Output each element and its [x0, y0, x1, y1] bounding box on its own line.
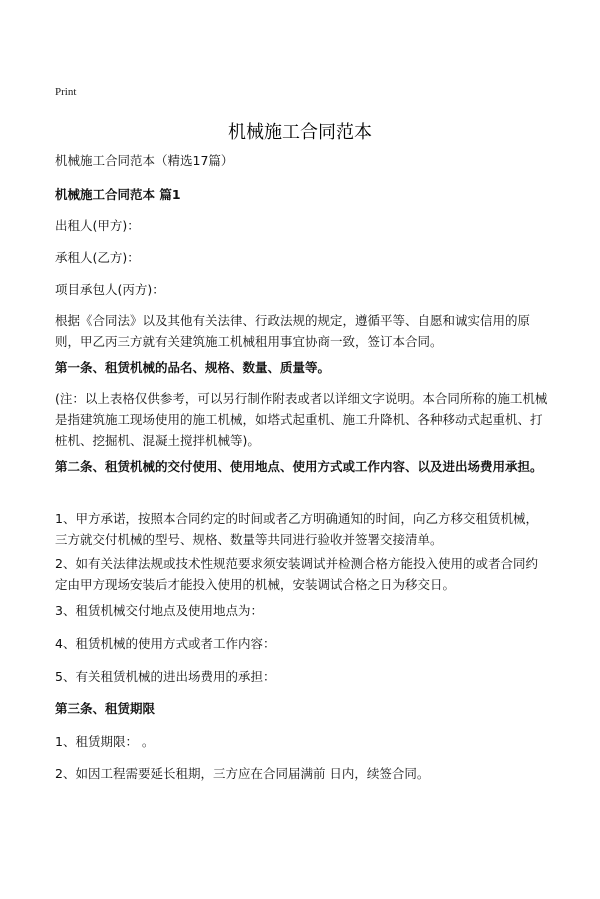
article2-item-4: 4、租赁机械的使用方式或者工作内容：	[55, 636, 276, 651]
intro-paragraph: 根据《合同法》以及其他有关法律、行政法规的规定，遵循平等、自愿和诚实信用的原则，甲乙丙三方就有关建筑施工机械租用事宜协商一致，签订本合同。	[55, 313, 531, 349]
article3-item-2: 2、如因工程需要延长租期，三方应在合同届满前 日内，续签合同。	[55, 766, 430, 781]
article1-note: (注：以上表格仅供参考，可以另行制作附表或者以详细文字说明。本合同所称的施工机械是指建筑施工现场使用的施工机械，如塔式起重机、施工升降机、各种移动式起重机、打桩机、挖掘机、混凝土搅拌机械等)。	[55, 391, 548, 448]
document-subtitle: 机械施工合同范本（精选17篇）	[55, 153, 234, 168]
article2-heading: 第二条、租赁机械的交付使用、使用地点、使用方式或工作内容、以及进出场费用承担。	[55, 459, 543, 474]
article3-heading: 第三条、租赁期限	[55, 701, 156, 716]
party-a-line: 出租人(甲方)：	[55, 218, 140, 233]
article3-item-1: 1、租赁期限： 。	[55, 734, 155, 749]
party-c-line: 项目承包人(丙方)：	[55, 282, 165, 297]
print-label: Print	[55, 86, 77, 98]
party-b-line: 承租人(乙方)：	[55, 250, 140, 265]
article2-item-5: 5、有关租赁机械的进出场费用的承担：	[55, 669, 276, 684]
article2-item-1: 1、甲方承诺，按照本合同约定的时间或者乙方明确通知的时间，向乙方移交租赁机械，三方就交付机械的型号、规格、数量等共同进行验收并签署交接清单。	[55, 511, 538, 547]
document-title: 机械施工合同范本	[228, 122, 372, 143]
article2-item-3: 3、租赁机械交付地点及使用地点为：	[55, 603, 263, 618]
article1-heading: 第一条、租赁机械的品名、规格、数量、质量等。	[55, 360, 331, 375]
article2-item-2: 2、如有关法律法规或技术性规范要求须安装调试并检测合格方能投入使用的或者合同约定由甲方现场安装后才能投入使用的机械，安装调试合格之日为移交日。	[55, 556, 538, 592]
section-heading: 机械施工合同范本 篇1	[55, 187, 181, 202]
